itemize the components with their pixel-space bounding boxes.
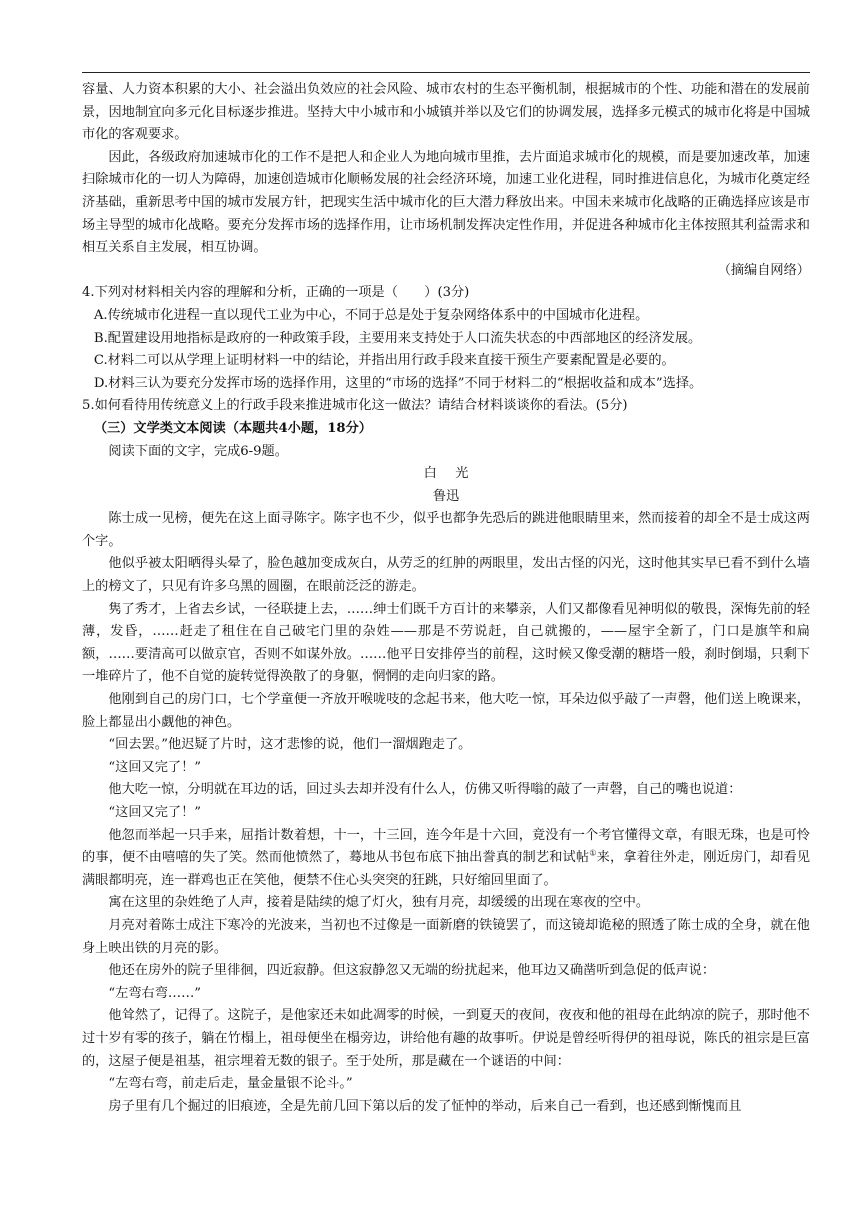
question-4-option-b: B.配置建设用地指标是政府的一种政策手段，主要用来支持处于人口流失状态的中西部地区的经济发展。 xyxy=(93,330,702,346)
story-paragraph: “回去罢。”他迟疑了片时，这才悲惨的说，他们一溜烟跑走了。 xyxy=(108,737,472,753)
story-paragraph: 他似乎被太阳晒得头晕了，脸色越加变成灰白，从劳乏的红肿的两眼里，发出古怪的闪光，这时他其实早已看不到什么墙上的榜文了，只见有许多乌黑的圆圈，在眼前泛泛的游走。 xyxy=(82,556,810,595)
question-4-stem: 4.下列对材料相关内容的理解和分析，正确的一项是（ ）(3分) xyxy=(82,285,470,301)
story-text: 他忽而举起一只手来，屈指计数着想，十一，十三回，连今年是十六回，竟没有一个考官懂得文章，有眼无珠，也是可怜的事，便不由嘻嘻的失了笑。然而他愤然了，蓦地从书包布底下抽出誊真的制艺和试帖 xyxy=(82,827,810,866)
story-paragraph: 房子里有几个掘过的旧痕迹，全是先前几回下第以后的发了怔忡的举动，后来自己一看到，也还感到惭愧而且 xyxy=(108,1098,742,1114)
section-heading: （三）文学类文本阅读（本题共4小题，18分） xyxy=(93,420,372,436)
story-paragraph xyxy=(82,825,810,893)
story-paragraph: “这回又完了！” xyxy=(108,759,201,775)
story-paragraph: “这回又完了！” xyxy=(108,805,201,820)
story-paragraph: “左弯右弯……” xyxy=(108,985,201,1001)
story-author: 鲁迅 xyxy=(432,488,460,504)
material3-paragraph: 因此，各级政府加速城市化的工作不是把人和企业人为地向城市里推，去片面追求城市化的规模，而是要加速改革，加速扫除城市化的一切人为障碍，加速创造城市化顺畅发展的社会经济环境，加速工业化进程，同时推进信息化，为城市化奠定经济基础，重新思考中国的城市发展方针，把现实生活中城市化的巨大潜力释放出来。中国未来城市化战略的正确选择应该是市场主导型的城市化战略。要充分发挥市场的选择作用，让市场机制发挥决定性作用，并促进各种城市化主体按照其利益需求和相互关系自主发展，相互协调。 xyxy=(82,149,810,256)
story-paragraph: “左弯右弯，前走后走，量金量银不论斗。” xyxy=(108,1076,353,1092)
question-4-option-c: C.材料二可以从学理上证明材料一中的结论，并指出用行政手段来直接干预生产要素配置是必要的。 xyxy=(93,353,675,369)
story-paragraph: 他刚到自己的房门口，七个学童便一齐放开喉咙吱的念起书来，他大吃一惊，耳朵边似乎敲了一声磬，他们送上晚课来，脸上都显出小觑他的神色。 xyxy=(82,692,810,730)
story-title xyxy=(82,463,810,486)
reading-instruction: 阅读下面的文字，完成6-9题。 xyxy=(108,443,288,459)
story-paragraph: 月亮对着陈士成注下寒冷的光波来，当初也不过像是一面新磨的铁镜罢了，而这镜却诡秘的照透了陈士成的全身，就在他身上映出铁的月亮的影。 xyxy=(82,917,810,956)
story-paragraph: 他大吃一惊，分明就在耳边的话，回过头去却并没有什么人，仿佛又听得嗡的敲了一声磬，自己的嘴也说道： xyxy=(108,782,742,798)
story-paragraph: 他耸然了，记得了。这院子，是他家还未如此凋零的时候，一到夏天的夜间，夜夜和他的祖母在此纳凉的院子，那时他不过十岁有零的孩子，躺在竹榻上，祖母便坐在榻旁边，讲给他有趣的故事听。伊说是曾经听得伊的祖母说，陈氏的祖宗是巨富的，这屋子便是祖基，祖宗埋着无数的银子。至于处所，那是藏在一个谜语的中间： xyxy=(82,1008,810,1069)
question-4-option-a: A.传统城市化进程一直以现代工业为中心，不同于总是处于复杂网络体系中的中国城市化进程。 xyxy=(93,307,649,323)
story-title-text: 白光 xyxy=(423,466,487,482)
story-paragraph: 隽了秀才，上省去乡试，一径联捷上去，……绅士们既千方百计的来攀亲，人们又都像看见神明似的敬畏，深悔先前的轻薄，发昏，……赶走了租住在自己破宅门里的杂姓——那是不劳说赶，自己就搬的，——屋宇全新了，门口是旗竿和扁额，……要清高可以做京官，否则不如谋外放。……他平日安排停当的前程，这时候又像受潮的糖塔一般，刹时倒塌，只剩下一堆碎片了，他不自觉的旋转觉得涣散了的身躯，惘惘的走向归家的路。 xyxy=(82,601,810,685)
story-paragraph: 陈士成一见榜，便先在这上面寻陈字。陈字也不少，似乎也都争先恐后的跳进他眼睛里来，然而接着的却全不是士成这两个字。 xyxy=(82,511,810,549)
question-5: 5.如何看待用传统意义上的行政手段来推进城市化这一做法？请结合材料谈谈你的看法。(5分) xyxy=(82,398,628,414)
source-note: （摘编自网络） xyxy=(717,262,810,278)
story-paragraph: 他还在房外的院子里徘徊，四近寂静。但这寂静忽又无端的纷扰起来，他耳边又确凿听到急促的低声说： xyxy=(108,963,716,979)
story-paragraph: 寓在这里的杂姓绝了人声，接着是陆续的熄了灯火，独有月亮，却缓缓的出现在寒夜的空中。 xyxy=(108,895,650,911)
header-rule xyxy=(82,72,810,73)
question-4-option-d: D.材料三认为要充分发挥市场的选择作用，这里的“市场的选择”不同于材料二的“根据收益和成本”选择。 xyxy=(93,375,703,391)
footnote-marker: ① xyxy=(589,848,597,858)
exam-page xyxy=(82,72,810,1118)
story-text: 来，拿着往外走，刚近房门，却看见满眼都明亮，连一群鸡也正在笑他，便禁不住心头突突的狂跳，只好缩回里面了。 xyxy=(82,850,811,888)
material3-paragraph: 容量、人力资本积累的大小、社会溢出负效应的社会风险、城市农村的生态平衡机制，根据城市的个性、功能和潜在的发展前景，因地制宜向多元化目标逐步推进。坚持大中小城市和小城镇并举以及它们的协调发展，选择多元模式的城市化将是中国城市化的客观要求。 xyxy=(82,82,810,143)
